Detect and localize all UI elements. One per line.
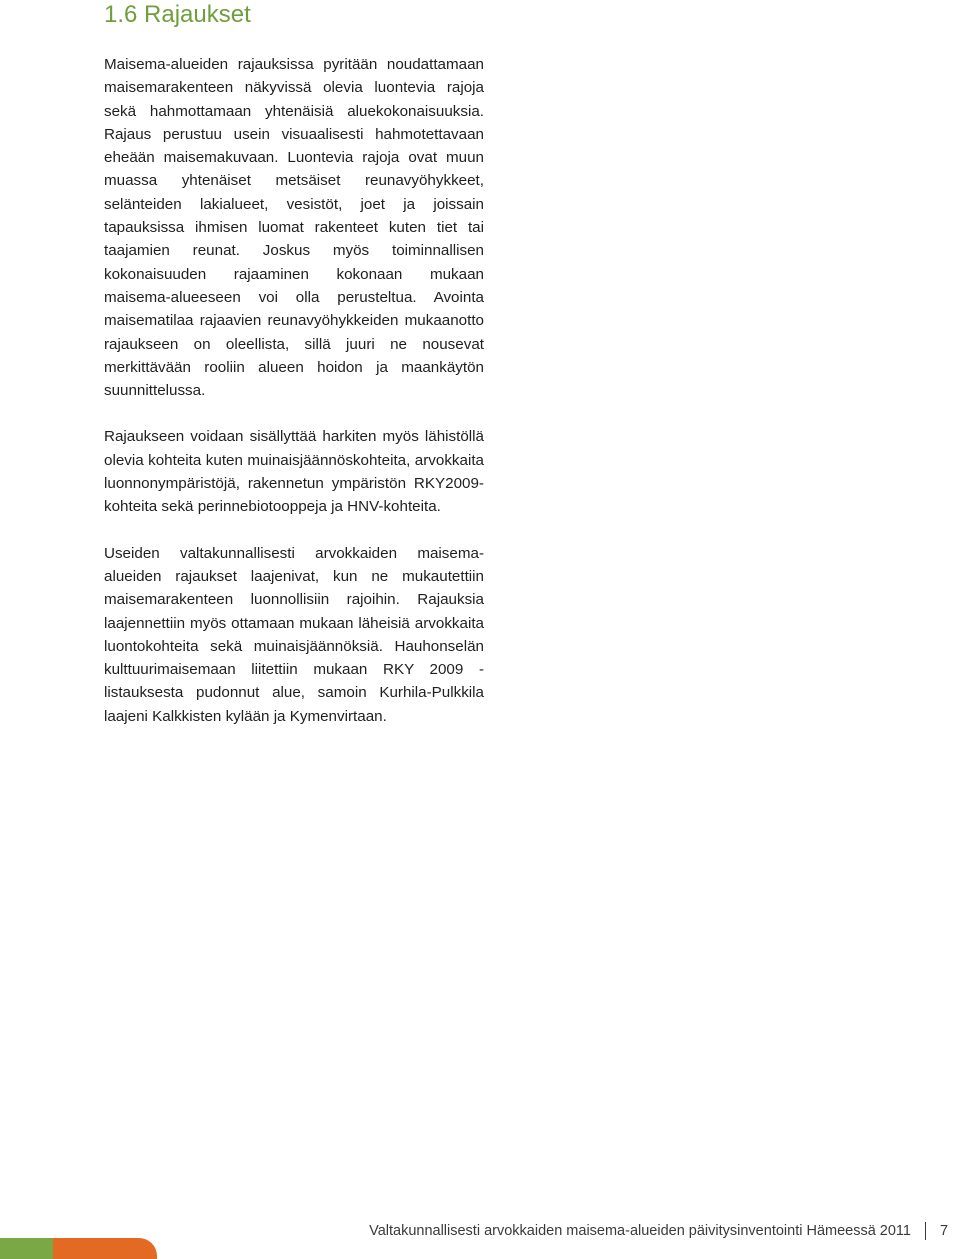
footer-bar-green bbox=[0, 1238, 56, 1259]
page-footer bbox=[369, 1221, 960, 1241]
paragraph-additional-sites: Rajaukseen voidaan sisällyttää harkiten myös lähistöllä olevia kohteita kuten muinaisjäännöskohteita, arvokkaita luonnonympäristöjä, rakennetun ympäristön RKY2009-kohteita sekä perinnebiotooppeja ja HNV-kohteita. bbox=[104, 428, 484, 516]
page-number: 7 bbox=[940, 1223, 949, 1239]
paragraph-boundaries: Maisema-alueiden rajauksissa pyritään noudattamaan maisemarakenteen näkyvissä olevia luontevia rajoja sekä hahmottamaan yhtenäisiä aluekokonaisuuksia. Rajaus perustuu usein visuaalisesti hahmotettavaan eheään maisemakuvaan. Luontevia rajoja ovat muun muassa yhtenäiset metsäiset reunavyöhykkeet, selänteiden lakialueet, vesistöt, joet ja joissain tapauksissa ihmisen luomat rakenteet kuten tiet tai taajamien reunat. Joskus myös toiminnallisen kokonaisuuden rajaaminen kokonaan mukaan maisema-alueeseen voi olla perusteltua. Avointa maisematilaa rajaavien reunavyöhykkeiden mukaanotto rajaukseen on oleellista, sillä juuri ne nousevat merkittävään rooliin alueen hoidon ja maankäytön suunnittelussa. bbox=[104, 56, 484, 400]
footer-title: Valtakunnallisesti arvokkaiden maisema-alueiden päivitysinventointi Hämeessä 2011 bbox=[369, 1223, 911, 1239]
body-text bbox=[104, 53, 484, 751]
paragraph-expanded-areas: Useiden valtakunnallisesti arvokkaiden maisemaalueiden rajaukset laajenivat, kun ne mukautettiin maisemarakenteen luonnollisiin rajoihin. Rajauksia laajennettiin myös ottamaan mukaan läheisiä arvokkaita luontokohteita sekä muinaisjäännöksiä. Hauhonselän kulttuurimaisemaan liitettiin mukaan RKY 2009 -listauksesta pudonnut alue, samoin Kurhila-Pulkkila laajeni Kalkkisten kylään ja Kymenvirtaan. bbox=[104, 544, 484, 725]
footer-bar-orange bbox=[53, 1238, 157, 1259]
page-title: 1.6 Rajaukset bbox=[104, 1, 251, 28]
footer-divider bbox=[925, 1222, 926, 1240]
